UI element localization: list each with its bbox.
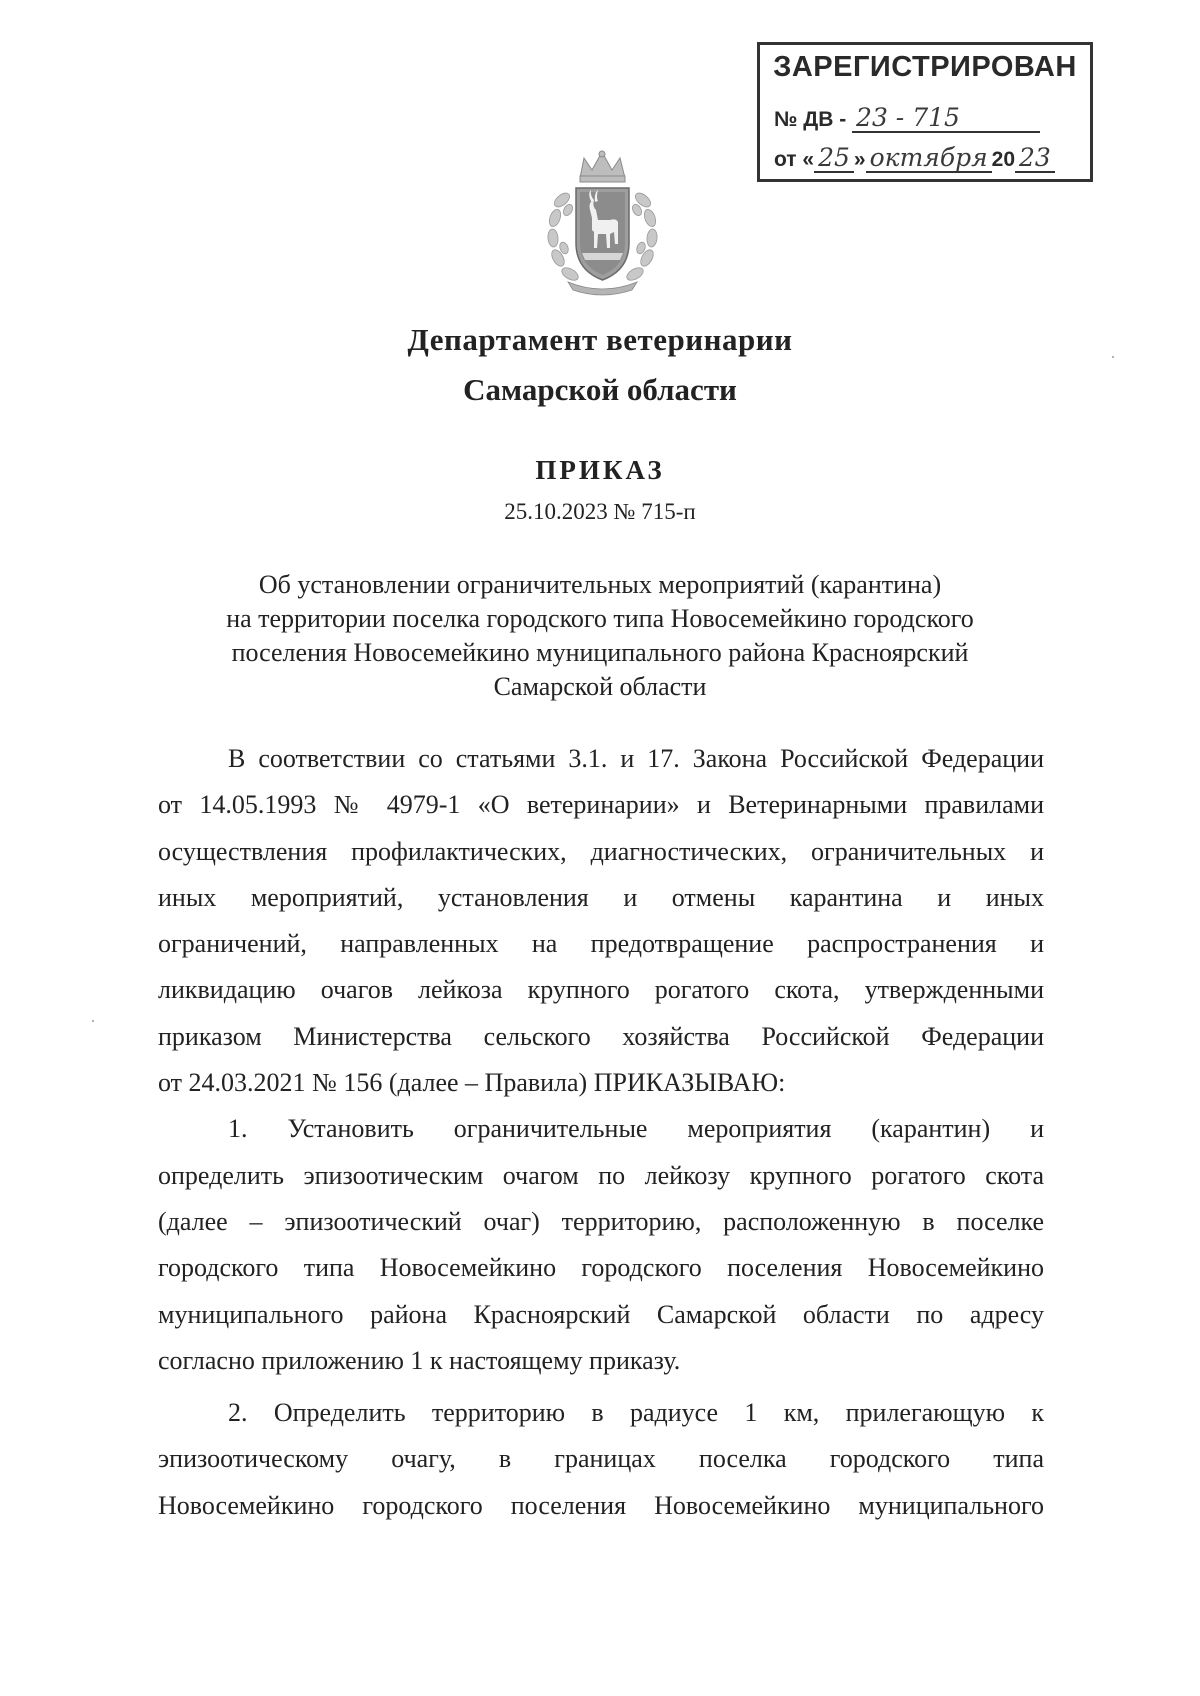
stamp-date-year: 23: [1015, 145, 1055, 173]
item-2-line: эпизоотическому очагу, в границах поселка городского типа: [158, 1444, 1044, 1474]
subject-line: Самарской области: [493, 672, 707, 701]
document-type: ПРИКАЗ: [535, 455, 665, 485]
preamble-line: иных мероприятий, установления и отмены карантина и иных: [158, 882, 1044, 912]
preamble-line: осуществления профилактических, диагностических, ограничительных и: [158, 836, 1044, 866]
preamble-line: от 24.03.2021 № 156 (далее – Правила) ПРИКАЗЫВАЮ:: [158, 1068, 786, 1098]
item-1-line: согласно приложению 1 к настоящему приказу.: [158, 1345, 681, 1375]
preamble-line: ликвидацию очагов лейкоза крупного рогатого скота, утвержденными: [158, 975, 1044, 1005]
stamp-date-day: 25: [814, 145, 854, 173]
subject-line: Об установлении ограничительных мероприятий (карантина): [258, 570, 942, 599]
department-name: Департамент ветеринарии: [407, 322, 793, 357]
stamp-number-handwritten: 23 - 715: [852, 105, 1040, 133]
region-name: Самарской области: [463, 372, 737, 407]
stamp-title: ЗАРЕГИСТРИРОВАН: [773, 51, 1077, 83]
document-body: [158, 736, 1044, 1529]
preamble-line: ограничений, направленных на предотвращение распространения и: [158, 929, 1044, 959]
item-1-line: городского типа Новосемейкино городского поселения Новосемейкино: [158, 1253, 1044, 1283]
subject-line: на территории поселка городского типа Новосемейкино городского: [226, 604, 974, 633]
stamp-number-row: [774, 105, 1040, 133]
document-subject: [180, 568, 1020, 704]
samara-coat-of-arms-icon: [540, 148, 665, 296]
preamble-line: приказом Министерства сельского хозяйства Российской Федерации: [158, 1021, 1044, 1051]
item-1-line: определить эпизоотическим очагом по лейкозу крупного рогатого скота: [158, 1160, 1044, 1190]
stamp-date-month: октября: [866, 145, 992, 173]
item-2-line: Новосемейкино городского поселения Новосемейкино муниципального: [158, 1490, 1044, 1520]
preamble-line: от 14.05.1993 № 4979-1 «О ветеринарии» и Ветеринарными правилами: [158, 790, 1044, 820]
item-1-line: 1. Установить ограничительные мероприятия (карантин) и: [228, 1114, 1044, 1144]
stamp-date-label: от «: [774, 148, 815, 171]
item-2-line: 2. Определить территорию в радиусе 1 км, прилегающую к: [228, 1398, 1044, 1428]
registration-stamp: [757, 42, 1093, 182]
scan-speck: [92, 1020, 94, 1022]
item-1-line: (далее – эпизоотический очаг) территорию, расположенную в поселке: [158, 1206, 1044, 1236]
document-number: 25.10.2023 № 715-п: [504, 499, 696, 524]
stamp-date-year-prefix: 20: [991, 148, 1016, 171]
scan-speck: [1112, 356, 1114, 358]
stamp-date-row: [774, 145, 1055, 173]
preamble-line: В соответствии со статьями 3.1. и 17. Закона Российской Федерации: [228, 744, 1044, 773]
stamp-date-day-close: »: [853, 148, 866, 171]
subject-line: поселения Новосемейкино муниципального района Красноярский: [231, 638, 969, 667]
stamp-number-label: № ДВ -: [774, 108, 847, 131]
item-1-line: муниципального района Красноярский Самарской области по адресу: [158, 1299, 1044, 1329]
